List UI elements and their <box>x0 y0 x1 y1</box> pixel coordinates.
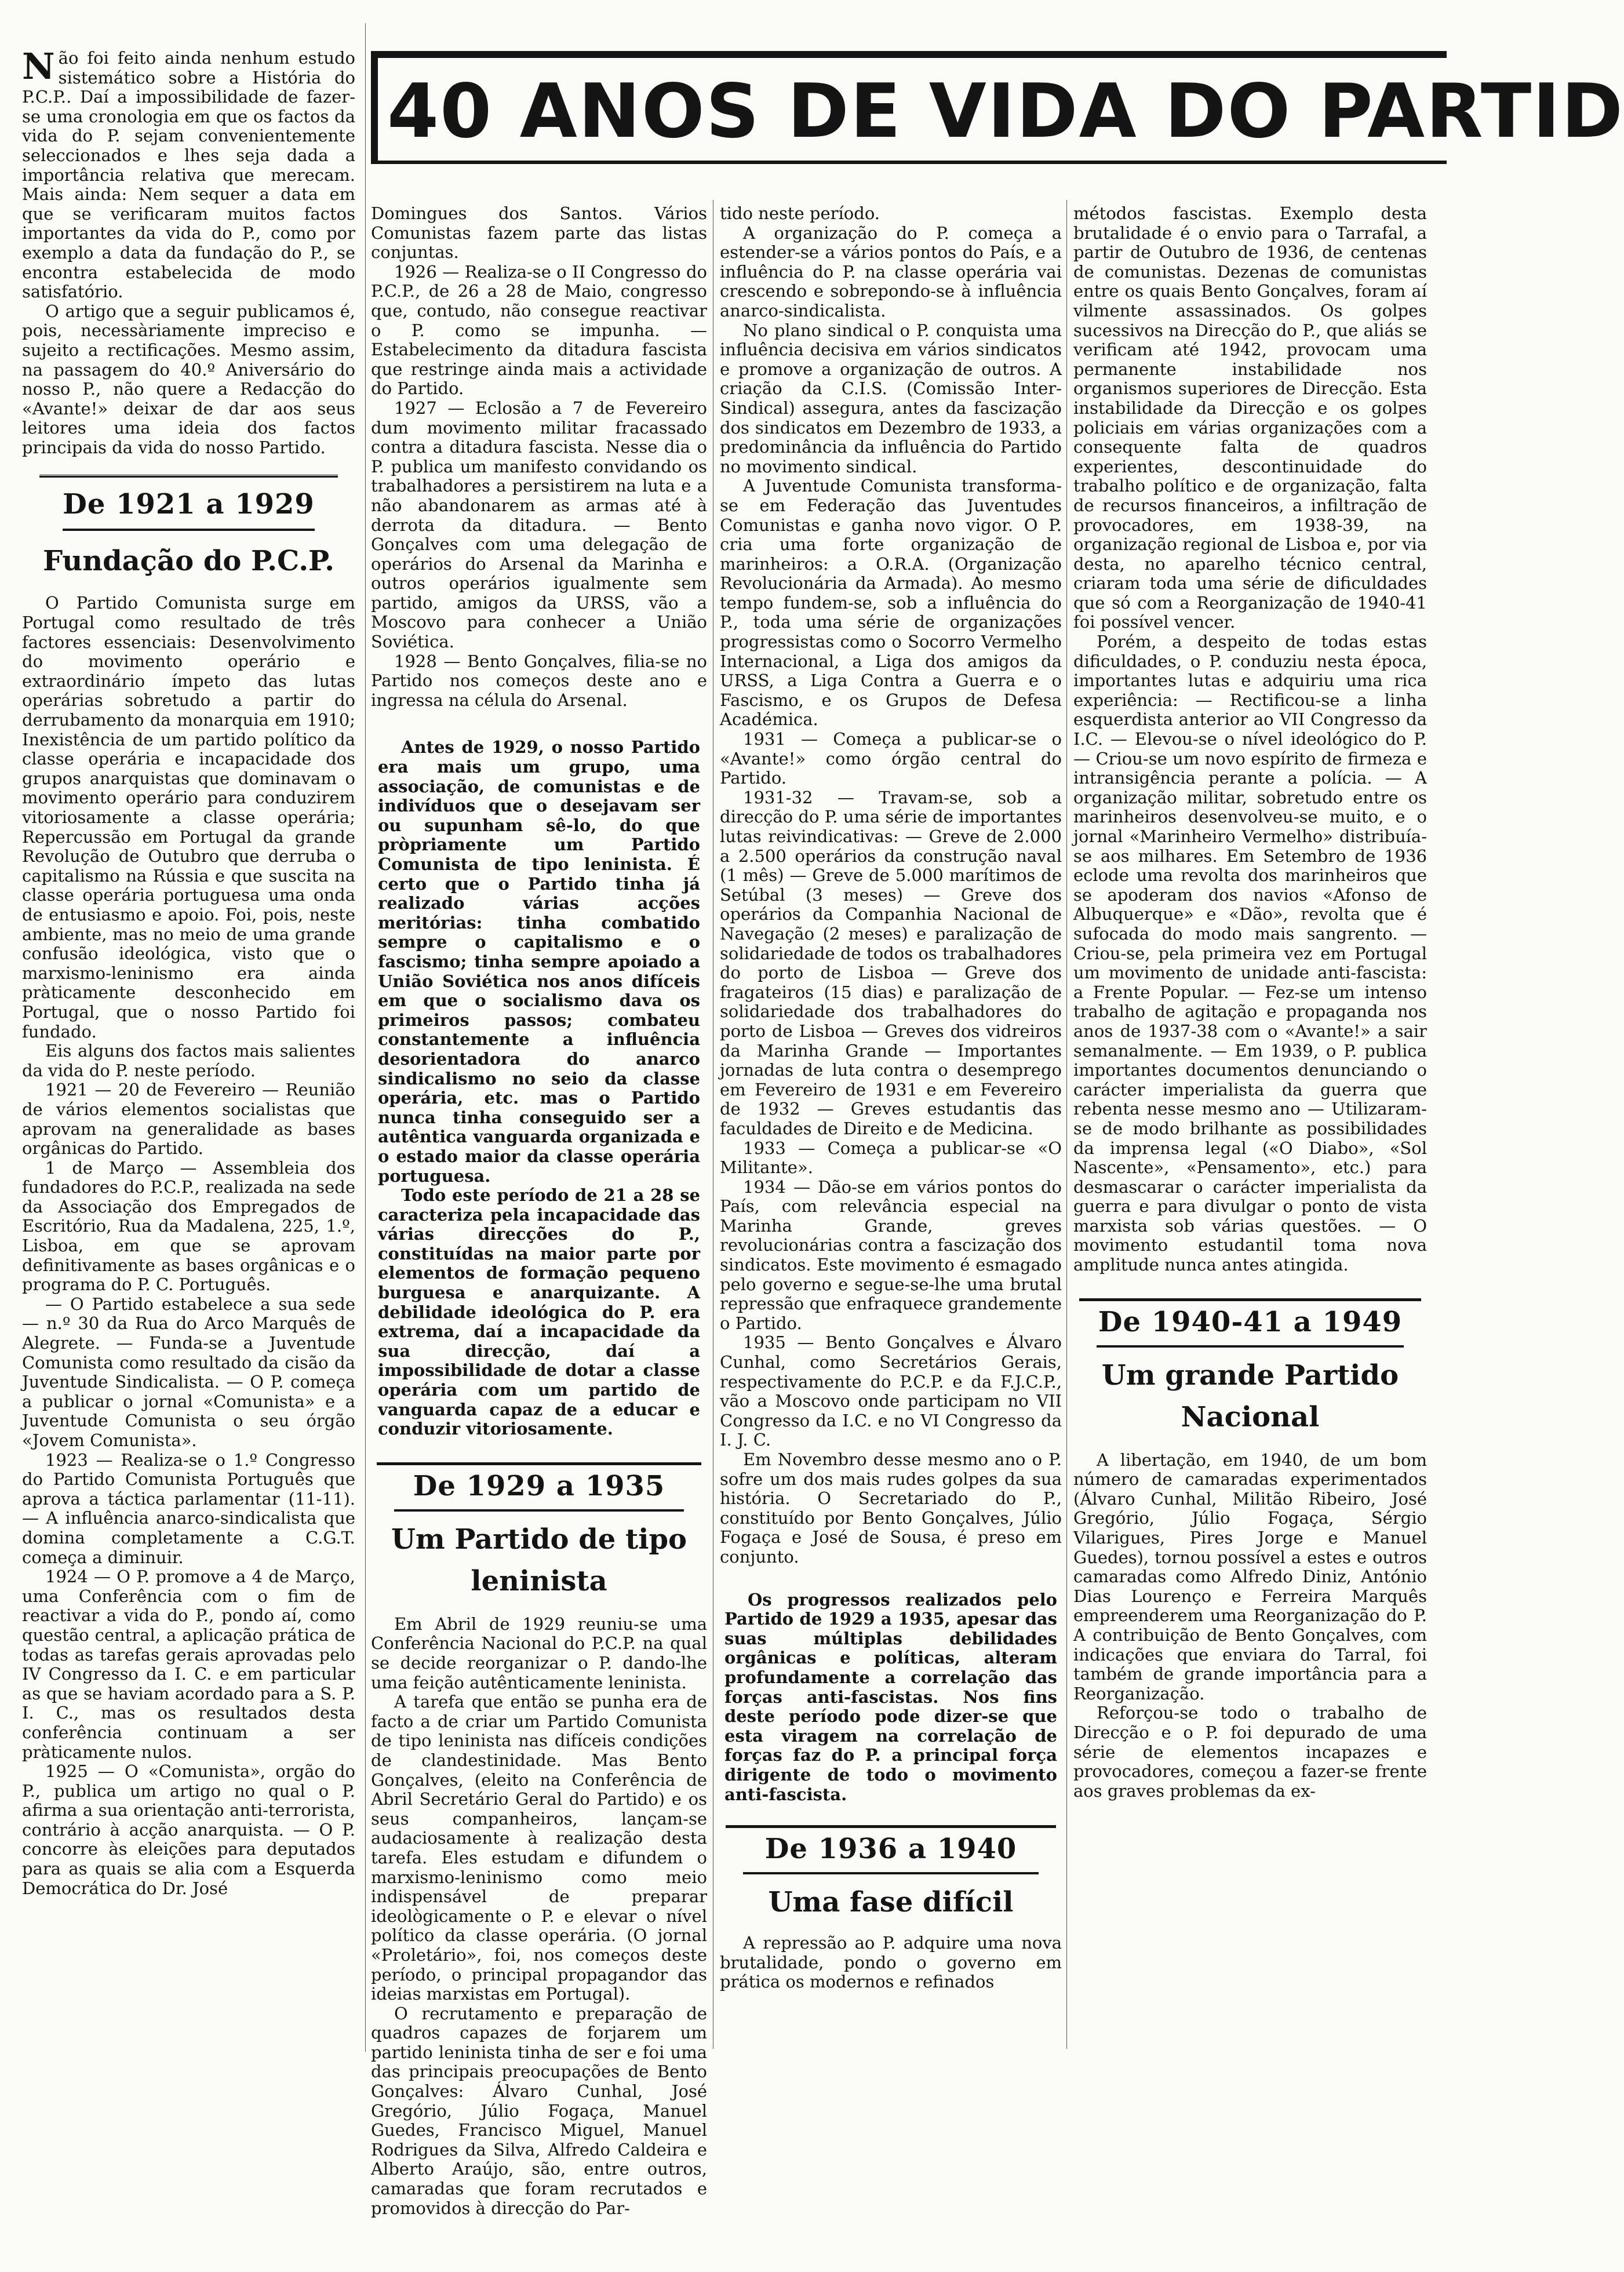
dropcap: N <box>22 45 55 88</box>
paragraph: 1923 — Realiza-se o 1.º Congresso do Partido Comunista Português que aprova a táctica parlamentar (11-11). — A influência anarco-sindicalista que domina completamente a C.G.T. começa a diminuir. <box>22 1450 355 1567</box>
section-date: De 1921 a 1929 <box>63 488 315 521</box>
editorial-note <box>378 738 700 1439</box>
paragraph: No plano sindical o P. conquista uma influência decisiva em vários sindicatos e promove a organização de outros. A criação da C.I.S. (Comissão Inter-Sindical) assegura, antes da fascização dos sindicatos em Dezembro de 1933, a predominância da influência do Partido no movimento sindical. <box>720 320 1062 476</box>
paragraph: Porém, a despeito de todas estas dificuldades, o P. conduziu nesta época, importantes lutas e adquiriu uma rica experiência: — Rectificou-se a linha esquerdista anterior ao VII Congresso da I.C. — Elevou-se o nível ideológico do P. — Criou-se um novo espírito de firmeza e intransigência perante a polícia. — A organização militar, sobretudo entre os marinheiros desenvolveu-se muito, e o jornal «Marinheiro Vermelho» distribuía-se aos milhares. Em Setembro de 1936 eclode uma revolta dos marinheiros que se apoderam dos navios «Afonso de Albuquerque» e «Dão», revolta que é sufocada do modo mais sangrento. — Criou-se, pela primeira vez em Portugal um movimento de unidade anti-fascista: a Frente Popular. — Fez-se um intenso trabalho de agitação e propaganda nos anos de 1937-38 com o «Avante!» a sair semanalmente. — Em 1939, o P. publica importantes documentos denunciando o carácter imperialista da guerra que rebenta nesse mesmo ano — Utilizaram-se de modo brilhante as possibilidades da imprensa legal («O Diabo», «Sol Nascente», «Pensamento», etc.) para desmascarar o carácter imperialista da guerra e para divulgar o ponto de vista marxista sob várias questões. — O movimento estudantil toma nova amplitude nunca antes atingida. <box>1073 632 1427 1275</box>
paragraph: tido neste período. <box>720 203 880 223</box>
paragraph: A tarefa que então se punha era de facto a de criar um Partido Comunista de tipo leninista nas difíceis condições de clandestinidade. Mas Bento Gonçalves, (eleito na Conferência de Abril Secretário Geral do Partido) e os seus companheiros, lançam-se audaciosamente à realização desta tarefa. Eles estudam e difundem o marxismo-leninismo como meio indispensável de preparar ideològicamente o P. e elevar o nível político da classe operária. (O jornal «Proletário», foi, nos começos deste período, o principal propagandor das ideias marxistas em Portugal). <box>371 1692 707 2004</box>
note-paragraph: Os progressos realizados pelo Partido de 1929 a 1935, apesar das suas múltiplas debilidades orgânicas e políticas, alteram profundamente a correlação das forças anti-fascistas. Nos fins deste período pode dizer-se que esta viragem na correlação de forças faz do P. a principal força dirigente de todo o movimento anti-fascista. <box>724 1589 1057 1804</box>
paragraph: métodos fascistas. Exemplo desta brutalidade é o envio para o Tarrafal, a partir de Outubro de 1936, de centenas de comunistas. Dezenas de comunistas entre os quais Bento Gonçalves, foram aí vilmente assassinados. Os golpes sucessivos na Direcção do P., que aliás se verificam até 1942, provocam uma permanente instabilidade nos organismos superiores de Direcção. Esta instabilidade da Direcção e os golpes policiais em várias organizações com a consequente falta de quadros experientes, descontinuidade do trabalho político e de organização, falta de recursos financeiros, a infiltração de provocadores, em 1938-39, na organização regional de Lisboa e, por via desta, no aparelho técnico central, criaram toda uma série de dificuldades que só com a Reorganização de 1940-41 foi possível vencer. <box>1073 203 1427 632</box>
paragraph: Eis alguns dos factos mais salientes da vida do P. neste período. <box>22 1041 355 1080</box>
paragraph: Em Abril de 1929 reuniu-se uma Conferência Nacional do P.C.P. na qual se decide reorganizar o P. dando-lhe uma feição autênticamente leninista. <box>371 1614 707 1692</box>
paragraph: A repressão ao P. adquire uma nova brutalidade, pondo o governo em prática os modernos e refinados <box>720 1933 1062 1992</box>
divider <box>377 1462 701 1465</box>
paragraph: 1933 — Começa a publicar-se «O Militante». <box>720 1138 1062 1178</box>
paragraph: 1931-32 — Travam-se, sob a direcção do P. uma série de importantes lutas reivindicativas: — Greve de 2.000 a 2.500 operários da construção naval (1 mês) — Greve de 5.000 marítimos de Setúbal (3 meses) — Greve dos operários da Companhia Nacional de Navegação (2 meses) e paralização de solidariedade de todos os trabalhadores do porto de Lisboa — Greve dos fragateiros (15 dias) e paralização de solidariedade dos trabalhadores do porto de Lisboa — Greves dos vidreiros da Marinha Grande — Importantes jornadas de luta contra o desemprego em Fevereiro de 1931 e em Fevereiro de 1932 — Greves estudantis das faculdades de Direito e de Medicina. <box>720 787 1062 1138</box>
divider <box>394 1509 684 1512</box>
headline: 40 ANOS DE VIDA DO PARTID <box>387 68 1624 155</box>
intro-text: ão foi feito ainda nenhum estudo sistemático sobre a História do P.C.P.. Daí a impossibilidade de fazer-se uma cronologia em que os factos da vida do P. sejam convenientemente seleccionados e lhes seja dada a importância relativa que merecam. Mais ainda: Nem sequer a data em que se verificaram muitos factos importantes da vida do P., como por exemplo a data da fundação do P., se encontra estabelecida de modo satisfatório. <box>22 48 355 302</box>
column-1 <box>22 45 355 2117</box>
column-rule <box>1066 200 1067 2049</box>
paragraph: Reforçou-se todo o trabalho de Direcção e o P. foi depurado de uma série de elementos incapazes e provocadores, começou a fazer-se frente aos graves problemas da ex- <box>1073 1703 1427 1801</box>
paragraph: 1928 — Bento Gonçalves, filia-se no Partido nos começos deste ano e ingressa na célula do Arsenal. <box>371 651 707 710</box>
divider <box>39 475 338 478</box>
column-4 <box>1073 204 1427 2272</box>
column-3 <box>720 204 1062 2272</box>
section-date: De 1940-41 a 1949 <box>1098 1305 1403 1338</box>
divider <box>63 529 315 531</box>
paragraph: O recrutamento e preparação de quadros capazes de forjarem um partido leninista tinha de ser e foi uma das principais preocupações de Bento Gonçalves: Álvaro Cunhal, José Gregório, Júlio Fogaça, Manuel Guedes, Francisco Miguel, Manuel Rodrigues da Silva, Alfredo Caldeira e Alberto Araújo, são, entre outros, camaradas que foram recrutados e promovidos à direcção do Par- <box>371 2003 707 2218</box>
editorial-note <box>724 1590 1057 1805</box>
column-rule <box>365 23 366 2052</box>
section-date: De 1936 a 1940 <box>764 1833 1017 1866</box>
headline-box <box>371 51 1624 164</box>
paragraph: 1931 — Começa a publicar-se o «Avante!» como órgão central do Partido. <box>720 729 1062 788</box>
section-title: Fundação do P.C.P. <box>43 545 334 578</box>
note-paragraph: Todo este período de 21 a 28 se caracteriza pela incapacidade das várias direcções do P., constituídas na maior parte por elementos de formação pequeno burguesa e anarquizante. A debilidade ideológica do P. era extrema, daí a incapacidade da sua direcção, daí a impossibilidade de dotar a classe operária com um partido de vanguarda capaz de a educar e conduzir vitoriosamente. <box>378 1185 700 1439</box>
intro-paragraph <box>22 45 355 302</box>
paragraph: 1935 — Bento Gonçalves e Álvaro Cunhal, como Secretários Gerais, respectivamente do P.C.P. e da F.J.C.P., vão a Moscovo onde participam no VII Congresso da I.C. e no VI Congresso da I. J. C. <box>720 1332 1062 1450</box>
section-title: Um grande Partido Nacional <box>1101 1359 1399 1433</box>
paragraph: 1934 — Dão-se em vários pontos do País, com relevância especial na Marinha Grande, greves revolucionárias contra a fascização dos sindicatos. Este movimento é esmagado pelo governo e segue-se-lhe uma brutal repressão que enfraquece grandemente o Partido. <box>720 1177 1062 1333</box>
paragraph: Em Novembro desse mesmo ano o P. sofre um dos mais rudes golpes da sua história. O Secretariado do P., constituído por Bento Gonçalves, Júlio Fogaça e José de Sousa, é preso em conjunto. <box>720 1450 1062 1567</box>
paragraph: O Partido Comunista surge em Portugal como resultado de três factores essenciais: Desenvolvimento do movimento operário e extraordinário ímpeto das lutas operárias sobretudo a partir do derrubamento da monarquia em 1910; Inexistência de um partido político da classe operária e incapacidade dos grupos anarquistas que dominavam o movimento operário para conduzirem vitoriosamente a classe operária; Repercussão em Portugal da grande Revolução de Outubro que derruba o capitalismo na Rússia e que suscita na classe operária portuguesa uma onda de entusiasmo e apoio. Foi, pois, neste ambiente, mas no meio de uma grande confusão ideológica, visto que o marxismo-leninismo era ainda pràticamente desconhecido em Portugal, que o nosso Partido foi fundado. <box>22 593 355 1042</box>
section-title: Uma fase difícil <box>768 1886 1014 1919</box>
divider <box>1079 1298 1421 1301</box>
paragraph: 1927 — Eclosão a 7 de Fevereiro dum movimento militar fracassado contra a ditadura fascista. Nesse dia o P. publica um manifesto convidando os trabalhadores a persistirem na luta e a não abandonarem as armas até à derrota da ditadura. — Bento Gonçalves com uma delegação de operários do Arsenal da Marinha e outros operários igualmente sem partido, amigos da URSS, vão a Moscovo para conhecer a União Soviética. <box>371 398 707 652</box>
paragraph: 1921 — 20 de Fevereiro — Reunião de vários elementos socialistas que aprovam na generalidade as bases orgânicas do Partido. <box>22 1080 355 1159</box>
paragraph: 1926 — Realiza-se o II Congresso do P.C.P., de 26 a 28 de Maio, congresso que, contudo, não consegue reactivar o P. como se impunha. — Estabelecimento da ditadura fascista que restringe ainda mais a actividade do Partido. <box>371 261 707 399</box>
note-paragraph: Antes de 1929, o nosso Partido era mais um grupo, uma associação, de comunistas e de indivíduos que o desejavam ser ou supunham sê-lo, do que pròpriamente um Partido Comunista de tipo leninista. É certo que o Partido tinha já realizado várias acções meritórias: tinha combatido sempre o capitalismo e o fascismo; tinha sempre apoiado a União Soviética nos anos difíceis em que o socialismo dava os primeiros passos; combateu constantemente a influência desorientadora do anarco sindicalismo no seio da classe operária, etc. mas o Partido nunca tinha conseguido ser a autêntica vanguarda organizada e o estado maior da classe operária portuguesa. <box>378 737 700 1186</box>
paragraph: A libertação, em 1940, de um bom número de camaradas experimentados (Álvaro Cunhal, Militão Ribeiro, José Gregório, Júlio Fogaça, Sérgio Vilarigues, Pires Jorge e Manuel Guedes), tornou possível a estes e outros camaradas como Alfredo Diniz, António Dias Lourenço e Ferreira Marquês empreenderem uma Reorganização do P. A contribuição de Bento Gonçalves, com indicações que enviara do Tarral, foi também de grande importância para a Reorganização. <box>1073 1450 1427 1703</box>
paragraph: 1924 — O P. promove a 4 de Março, uma Conferência com o fim de reactivar a vida do P., pondo aí, como questão central, a aplicação prática de todas as tarefas gerais aprovadas pelo IV Congresso da I. C. e em particular as que se haviam acordado para a S. P. I. C., mas os resultados desta conferência continuam a ser pràticamente nulos. <box>22 1567 355 1762</box>
column-2 <box>371 204 707 2272</box>
divider <box>726 1825 1056 1828</box>
section-title: Um Partido de tipo leninista <box>391 1523 687 1597</box>
intro-paragraph-2: O artigo que a seguir publicamos é, pois, necessàriamente impreciso e sujeito a rectificações. Mesmo assim, na passagem do 40.º Aniversário do nosso P., não quere a Redacção do «Avante!» deixar de dar aos seus leitores uma ideia dos factos principais da vida do nosso Partido. <box>22 301 355 457</box>
divider <box>1097 1345 1404 1348</box>
divider <box>743 1872 1039 1874</box>
section-date: De 1929 a 1935 <box>413 1469 665 1502</box>
paragraph: Domingues dos Santos. Vários Comunistas fazem parte das listas conjuntas. <box>371 203 707 263</box>
paragraph: 1 de Março — Assembleia dos fundadores do P.C.P., realizada na sede da Associação dos Empregados de Escritório, Rua da Madalena, 225, 1.º, Lisboa, em que se aprovam definitivamente as bases orgânicas e o programa do P. C. Português. <box>22 1157 355 1295</box>
paragraph: — O Partido estabelece a sua sede — n.º 30 da Rua do Arco Marquês de Alegrete. — Funda-se a Juventude Comunista como resultado da cisão da Juventude Sindicalista. — O P. começa a publicar o jornal «Comunista» e a Juventude Comunista o seu órgão «Jovem Comunista». <box>22 1294 355 1450</box>
paragraph: 1925 — O «Comunista», orgão do P., publica um artigo no qual o P. afirma a sua orientação anti-terrorista, contrário à acção anarquista. — O P. concorre às eleições para deputados para as quais se alia com a Esquerda Democrática do Dr. José <box>22 1761 355 1898</box>
paragraph: A Juventude Comunista transforma-se em Federação das Juventudes Comunistas e ganha novo vigor. O P. cria uma forte organização de marinheiros: a O.R.A. (Organização Revolucionária da Armada). Ao mesmo tempo fundem-se, sob a influência do P., toda uma série de organizações progressistas como o Socorro Vermelho Internacional, a Liga dos amigos da URSS, a Liga Contra a Guerra e o Fascismo, e os Grupos de Defesa Académica. <box>720 476 1062 730</box>
paragraph: A organização do P. começa a estender-se a vários pontos do País, e a influência do P. na classe operária vai crescendo e sobrepondo-se à influência anarco-sindicalista. <box>720 223 1062 321</box>
